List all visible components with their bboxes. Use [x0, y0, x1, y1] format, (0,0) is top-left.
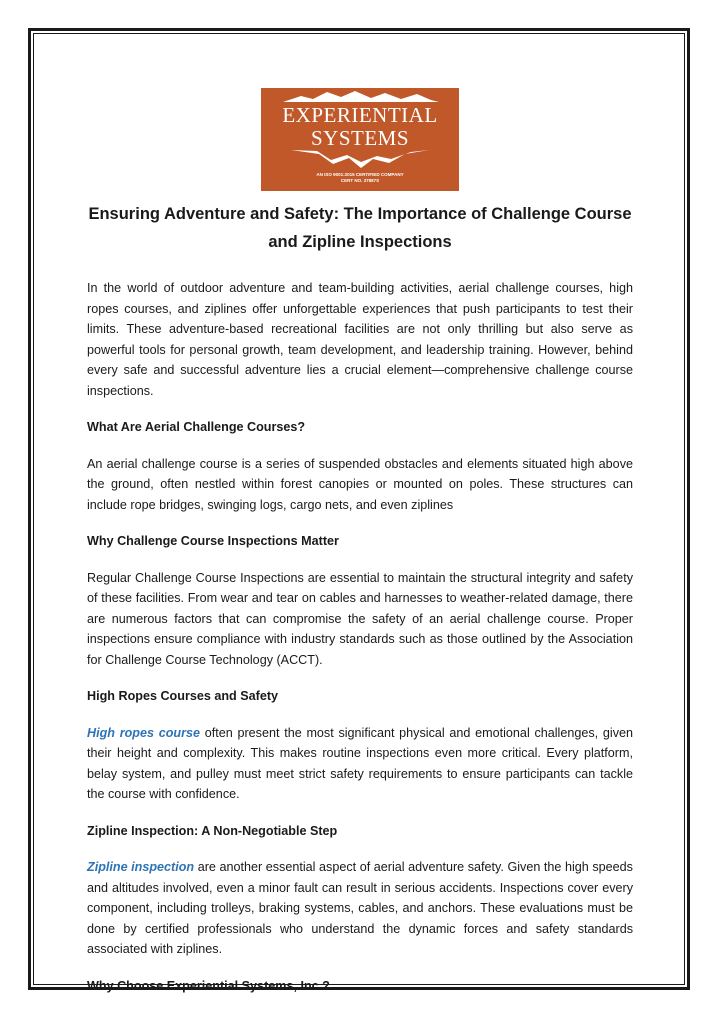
high-ropes-text: often present the most significant physical and emotional challenges, given their height and complexity. This makes routine inspections even more critical. Every platform, belay system, and pulley must meet strict safety requirements to ensure participants can tackle the course with confidence.: [87, 725, 633, 801]
why-matter-paragraph: Regular Challenge Course Inspections are essential to maintain the structural integrity and safety of these facilities. From wear and tear on cables and harnesses to weather-related damage, there are numerous factors that can compromise the safety of an aerial challenge course. Proper inspections ensure compliance with industry standards such as those outlined by the Association for Challenge Course Technology (ACCT).: [87, 570, 633, 667]
logo-cert-number: CERT NO. 37887S: [340, 178, 380, 183]
page-title: Ensuring Adventure and Safety: The Importance of Challenge Course and Zipline Inspections: [88, 205, 632, 251]
zipline-text: are another essential aspect of aerial adventure safety. Given the high speeds and altitudes involved, even a minor fault can result in serious accidents. Inspections cover every component, including trolleys, braking systems, cables, and anchors. These evaluations must be done by certified professionals who understand the dynamic forces and safety standards associated with ziplines.: [87, 860, 633, 956]
high-ropes-paragraph: [87, 723, 633, 805]
intro-paragraph: In the world of outdoor adventure and team-building activities, aerial challenge courses, high ropes courses, and ziplines offer unforgettable experiences that push participants to test their limits. These adventure-based recreational facilities are not only thrilling but also serve as powerful tools for personal growth, team development, and leadership training. However, behind every safe and successful adventure lies a crucial element—comprehensive challenge course inspections.: [87, 281, 633, 398]
high-ropes-course-link[interactable]: High ropes course: [87, 725, 201, 740]
zipline-inspection-link[interactable]: Zipline inspection: [87, 860, 195, 874]
logo-text-line1: EXPERIENTIAL: [282, 103, 438, 127]
section-heading-why-choose: Why Choose Experiential Systems, Inc.?: [87, 978, 330, 993]
zipline-paragraph: [87, 857, 633, 960]
section-heading-why-matter: Why Challenge Course Inspections Matter: [87, 534, 339, 548]
section-heading-zipline: Zipline Inspection: A Non-Negotiable Step: [87, 823, 338, 838]
section-heading-high-ropes: High Ropes Courses and Safety: [87, 689, 279, 703]
logo-text-line2: SYSTEMS: [310, 126, 410, 150]
logo-certification: AN ISO 9001:2015 CERTIFIED COMPANY: [316, 172, 404, 177]
article-body: [87, 200, 633, 1012]
company-logo: [261, 88, 459, 191]
aerial-paragraph: An aerial challenge course is a series of suspended obstacles and elements situated high above the ground, often nestled within forest canopies or mounted on poles. These structures can include rope bridges, swinging logs, cargo nets, and even ziplines: [87, 456, 633, 512]
section-heading-aerial: What Are Aerial Challenge Courses?: [87, 420, 306, 434]
